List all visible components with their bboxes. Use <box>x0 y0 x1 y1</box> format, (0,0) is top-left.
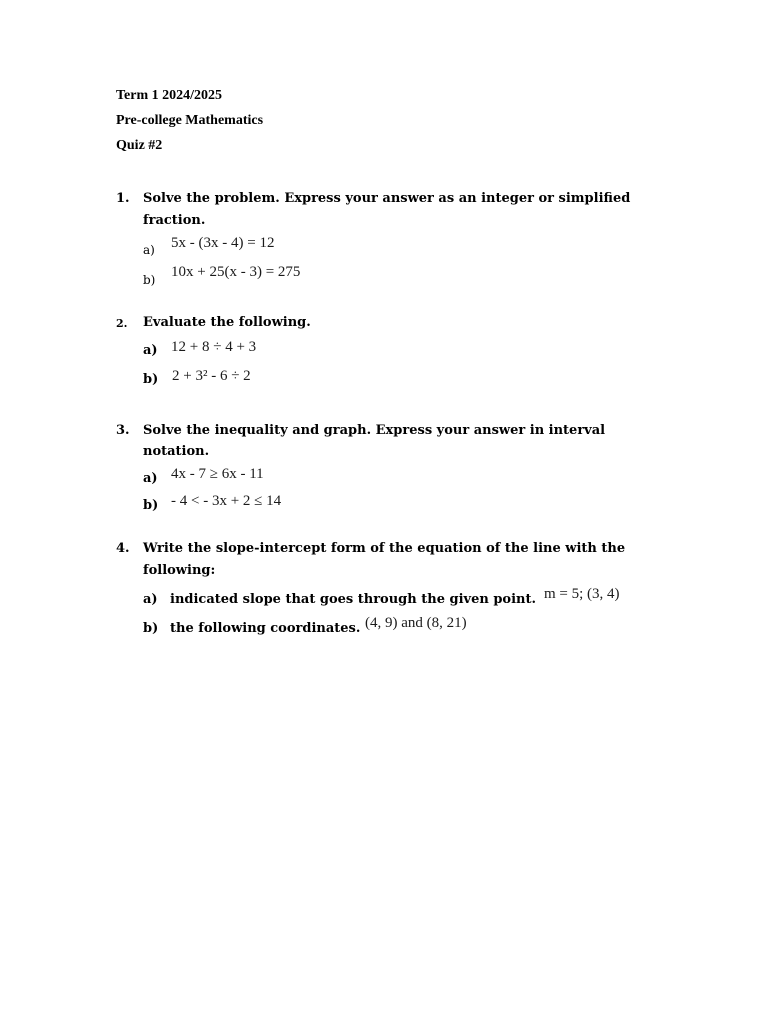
part-label: b) <box>143 273 156 287</box>
part-label: a) <box>143 243 155 257</box>
question-number: 3. <box>116 423 130 438</box>
question-text: Solve the inequality and graph. Express your answer in interval <box>143 423 606 438</box>
expression: 12 + 8 ÷ 4 + 3 <box>171 339 257 355</box>
part-label: a) <box>143 471 158 486</box>
question-number: 2. <box>116 317 128 330</box>
part-label: a) <box>143 343 158 358</box>
slope-and-point: m = 5; (3, 4) <box>544 586 620 602</box>
inequality: - 4 < - 3x + 2 ≤ 14 <box>171 493 282 509</box>
term-heading: Term 1 2024/2025 <box>116 88 223 103</box>
part-label: a) <box>143 592 158 607</box>
question-text: Evaluate the following. <box>143 315 311 330</box>
question-text-continued: notation. <box>143 444 210 459</box>
quiz-heading: Quiz #2 <box>116 138 163 153</box>
question-number: 1. <box>116 191 130 206</box>
inequality: 4x - 7 ≥ 6x - 11 <box>171 466 264 482</box>
question-number: 4. <box>116 541 130 556</box>
question-text: Solve the problem. Express your answer as an integer or simplified <box>143 191 631 206</box>
equation: 10x + 25(x - 3) = 275 <box>171 264 301 280</box>
part-text: the following coordinates. <box>170 621 361 636</box>
part-label: b) <box>143 498 159 513</box>
question-text-continued: fraction. <box>143 213 206 228</box>
coordinates: (4, 9) and (8, 21) <box>365 615 467 631</box>
part-label: b) <box>143 372 159 387</box>
course-heading: Pre-college Mathematics <box>116 113 264 128</box>
equation: 5x - (3x - 4) = 12 <box>171 235 275 251</box>
part-text: indicated slope that goes through the given point. <box>170 592 537 607</box>
question-text-continued: following: <box>143 563 216 578</box>
part-label: b) <box>143 621 159 636</box>
question-text: Write the slope-intercept form of the equation of the line with the <box>143 541 626 556</box>
expression: 2 + 3² - 6 ÷ 2 <box>172 368 251 384</box>
